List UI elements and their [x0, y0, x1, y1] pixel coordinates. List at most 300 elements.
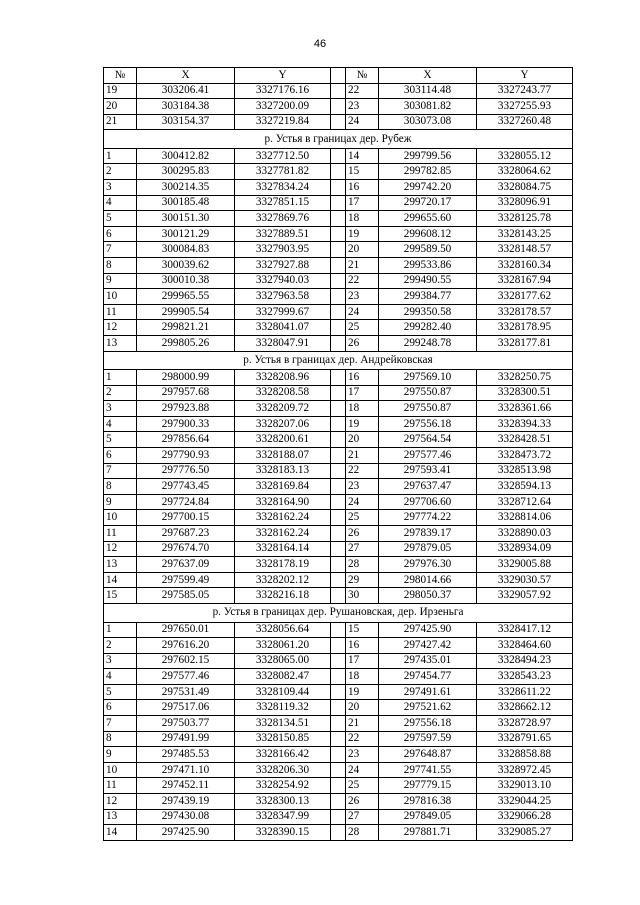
x-coordinate: 297517.06 — [137, 700, 235, 716]
table-row — [104, 448, 573, 464]
x-coordinate: 297849.05 — [379, 809, 477, 825]
y-coordinate: 3328143.25 — [477, 226, 573, 242]
x-coordinate: 298000.99 — [137, 370, 235, 386]
point-number: 9 — [104, 494, 137, 510]
point-number: 18 — [346, 669, 379, 685]
y-coordinate: 3328890.03 — [477, 526, 573, 542]
y-coordinate: 3328662.12 — [477, 700, 573, 716]
table-row — [104, 653, 573, 669]
section-title: р. Устья в границах дер. Рушановская, дер. Ирзеньга — [104, 604, 573, 623]
point-number: 21 — [346, 258, 379, 274]
x-coordinate: 297585.05 — [137, 588, 235, 604]
y-coordinate: 3328178.19 — [235, 557, 331, 573]
x-coordinate: 297648.87 — [379, 747, 477, 763]
x-coordinate: 297556.18 — [379, 716, 477, 732]
table-row — [104, 289, 573, 305]
y-coordinate: 3328177.81 — [477, 336, 573, 352]
column-separator — [331, 809, 346, 825]
y-coordinate: 3327869.76 — [235, 211, 331, 227]
y-coordinate: 3328125.78 — [477, 211, 573, 227]
point-number: 22 — [346, 83, 379, 99]
column-separator — [331, 684, 346, 700]
x-coordinate: 300214.35 — [137, 180, 235, 196]
point-number: 20 — [346, 242, 379, 258]
y-coordinate: 3329044.25 — [477, 794, 573, 810]
header-x-left: X — [137, 68, 235, 84]
y-coordinate: 3328208.96 — [235, 370, 331, 386]
header-number-left: № — [104, 68, 137, 84]
x-coordinate: 297724.84 — [137, 494, 235, 510]
point-number: 16 — [346, 370, 379, 386]
column-separator — [331, 510, 346, 526]
y-coordinate: 3328150.85 — [235, 731, 331, 747]
column-separator — [331, 794, 346, 810]
x-coordinate: 297776.50 — [137, 463, 235, 479]
y-coordinate: 3328178.57 — [477, 304, 573, 320]
x-coordinate: 297957.68 — [137, 385, 235, 401]
y-coordinate: 3328056.64 — [235, 622, 331, 638]
table-row — [104, 809, 573, 825]
point-number: 25 — [346, 778, 379, 794]
x-coordinate: 298014.66 — [379, 572, 477, 588]
table-row — [104, 148, 573, 164]
y-coordinate: 3327834.24 — [235, 180, 331, 196]
x-coordinate: 297616.20 — [137, 638, 235, 654]
y-coordinate: 3328162.24 — [235, 526, 331, 542]
x-coordinate: 297637.47 — [379, 479, 477, 495]
x-coordinate: 299589.50 — [379, 242, 477, 258]
y-coordinate: 3327219.84 — [235, 114, 331, 130]
point-number: 8 — [104, 479, 137, 495]
x-coordinate: 297521.62 — [379, 700, 477, 716]
point-number: 24 — [346, 762, 379, 778]
point-number: 28 — [346, 825, 379, 841]
section-title-row — [104, 351, 573, 370]
point-number: 3 — [104, 653, 137, 669]
y-coordinate: 3328082.47 — [235, 669, 331, 685]
point-number: 30 — [346, 588, 379, 604]
x-coordinate: 299282.40 — [379, 320, 477, 336]
point-number: 13 — [104, 557, 137, 573]
table-row — [104, 99, 573, 115]
y-coordinate: 3327260.48 — [477, 114, 573, 130]
point-number: 24 — [346, 494, 379, 510]
point-number: 16 — [346, 180, 379, 196]
y-coordinate: 3327781.82 — [235, 164, 331, 180]
section-title: р. Устья в границах дер. Рубеж — [104, 130, 573, 149]
column-separator — [331, 494, 346, 510]
point-number: 23 — [346, 99, 379, 115]
y-coordinate: 3328162.24 — [235, 510, 331, 526]
point-number: 19 — [346, 226, 379, 242]
column-separator — [331, 99, 346, 115]
point-number: 6 — [104, 226, 137, 242]
point-number: 7 — [104, 242, 137, 258]
column-separator — [331, 638, 346, 654]
point-number: 4 — [104, 669, 137, 685]
point-number: 27 — [346, 809, 379, 825]
y-coordinate: 3328594.13 — [477, 479, 573, 495]
point-number: 27 — [346, 541, 379, 557]
point-number: 4 — [104, 195, 137, 211]
column-separator — [331, 83, 346, 99]
column-separator — [331, 747, 346, 763]
table-row — [104, 273, 573, 289]
y-coordinate: 3328347.99 — [235, 809, 331, 825]
x-coordinate: 297790.93 — [137, 448, 235, 464]
point-number: 22 — [346, 731, 379, 747]
point-number: 26 — [346, 526, 379, 542]
column-separator — [331, 114, 346, 130]
y-coordinate: 3328065.00 — [235, 653, 331, 669]
table-row — [104, 432, 573, 448]
y-coordinate: 3328119.32 — [235, 700, 331, 716]
column-separator — [331, 541, 346, 557]
section-title: р. Устья в границах дер. Андрейковская — [104, 351, 573, 370]
column-separator — [331, 68, 346, 84]
y-coordinate: 3328543.23 — [477, 669, 573, 685]
point-number: 5 — [104, 684, 137, 700]
x-coordinate: 297856.64 — [137, 432, 235, 448]
table-row — [104, 572, 573, 588]
x-coordinate: 297779.15 — [379, 778, 477, 794]
x-coordinate: 297569.10 — [379, 370, 477, 386]
point-number: 17 — [346, 385, 379, 401]
point-number: 29 — [346, 572, 379, 588]
point-number: 26 — [346, 336, 379, 352]
point-number: 2 — [104, 385, 137, 401]
table-row — [104, 304, 573, 320]
y-coordinate: 3328934.09 — [477, 541, 573, 557]
x-coordinate: 297425.90 — [379, 622, 477, 638]
point-number: 10 — [104, 289, 137, 305]
header-x-right: X — [379, 68, 477, 84]
point-number: 15 — [346, 164, 379, 180]
column-separator — [331, 258, 346, 274]
x-coordinate: 297452.11 — [137, 778, 235, 794]
y-coordinate: 3328972.45 — [477, 762, 573, 778]
x-coordinate: 297741.55 — [379, 762, 477, 778]
y-coordinate: 3328188.07 — [235, 448, 331, 464]
point-number: 21 — [346, 448, 379, 464]
x-coordinate: 300084.83 — [137, 242, 235, 258]
x-coordinate: 299805.26 — [137, 336, 235, 352]
point-number: 12 — [104, 794, 137, 810]
x-coordinate: 297430.08 — [137, 809, 235, 825]
point-number: 13 — [104, 809, 137, 825]
x-coordinate: 303154.37 — [137, 114, 235, 130]
x-coordinate: 299782.85 — [379, 164, 477, 180]
y-coordinate: 3328814.06 — [477, 510, 573, 526]
y-coordinate: 3328183.13 — [235, 463, 331, 479]
y-coordinate: 3327999.67 — [235, 304, 331, 320]
y-coordinate: 3328208.58 — [235, 385, 331, 401]
y-coordinate: 3328390.15 — [235, 825, 331, 841]
y-coordinate: 3329005.88 — [477, 557, 573, 573]
x-coordinate: 303081.82 — [379, 99, 477, 115]
point-number: 1 — [104, 622, 137, 638]
point-number: 24 — [346, 304, 379, 320]
x-coordinate: 297637.09 — [137, 557, 235, 573]
point-number: 1 — [104, 148, 137, 164]
column-separator — [331, 180, 346, 196]
x-coordinate: 297503.77 — [137, 716, 235, 732]
table-row — [104, 164, 573, 180]
y-coordinate: 3328513.98 — [477, 463, 573, 479]
point-number: 20 — [346, 700, 379, 716]
y-coordinate: 3328164.14 — [235, 541, 331, 557]
point-number: 19 — [346, 684, 379, 700]
column-separator — [331, 385, 346, 401]
point-number: 13 — [104, 336, 137, 352]
point-number: 23 — [346, 479, 379, 495]
x-coordinate: 299490.55 — [379, 273, 477, 289]
point-number: 15 — [104, 588, 137, 604]
column-separator — [331, 273, 346, 289]
y-coordinate: 3327927.88 — [235, 258, 331, 274]
x-coordinate: 297597.59 — [379, 731, 477, 747]
column-separator — [331, 432, 346, 448]
column-separator — [331, 825, 346, 841]
table-row — [104, 226, 573, 242]
y-coordinate: 3328858.88 — [477, 747, 573, 763]
y-coordinate: 3328134.51 — [235, 716, 331, 732]
y-coordinate: 3328200.61 — [235, 432, 331, 448]
table-row — [104, 747, 573, 763]
y-coordinate: 3327712.50 — [235, 148, 331, 164]
y-coordinate: 3328178.95 — [477, 320, 573, 336]
column-separator — [331, 716, 346, 732]
y-coordinate: 3328494.23 — [477, 653, 573, 669]
y-coordinate: 3328728.97 — [477, 716, 573, 732]
column-separator — [331, 731, 346, 747]
y-coordinate: 3328300.51 — [477, 385, 573, 401]
table-row — [104, 526, 573, 542]
column-separator — [331, 242, 346, 258]
point-number: 5 — [104, 432, 137, 448]
column-separator — [331, 669, 346, 685]
column-separator — [331, 289, 346, 305]
header-number-right: № — [346, 68, 379, 84]
point-number: 19 — [104, 83, 137, 99]
point-number: 22 — [346, 463, 379, 479]
table-row — [104, 588, 573, 604]
x-coordinate: 297674.70 — [137, 541, 235, 557]
table-row — [104, 731, 573, 747]
y-coordinate: 3328473.72 — [477, 448, 573, 464]
y-coordinate: 3327889.51 — [235, 226, 331, 242]
y-coordinate: 3328047.91 — [235, 336, 331, 352]
x-coordinate: 297879.05 — [379, 541, 477, 557]
table-row — [104, 479, 573, 495]
point-number: 14 — [104, 572, 137, 588]
point-number: 14 — [346, 148, 379, 164]
x-coordinate: 297471.10 — [137, 762, 235, 778]
point-number: 6 — [104, 448, 137, 464]
table-row — [104, 463, 573, 479]
x-coordinate: 297593.41 — [379, 463, 477, 479]
x-coordinate: 303206.41 — [137, 83, 235, 99]
column-separator — [331, 557, 346, 573]
x-coordinate: 297706.60 — [379, 494, 477, 510]
point-number: 23 — [346, 289, 379, 305]
y-coordinate: 3329085.27 — [477, 825, 573, 841]
point-number: 24 — [346, 114, 379, 130]
y-coordinate: 3328202.12 — [235, 572, 331, 588]
x-coordinate: 299655.60 — [379, 211, 477, 227]
point-number: 11 — [104, 778, 137, 794]
y-coordinate: 3328361.66 — [477, 401, 573, 417]
x-coordinate: 299720.17 — [379, 195, 477, 211]
point-number: 20 — [104, 99, 137, 115]
point-number: 20 — [346, 432, 379, 448]
x-coordinate: 300295.83 — [137, 164, 235, 180]
point-number: 14 — [104, 825, 137, 841]
column-separator — [331, 226, 346, 242]
x-coordinate: 297427.42 — [379, 638, 477, 654]
x-coordinate: 303114.48 — [379, 83, 477, 99]
y-coordinate: 3328160.34 — [477, 258, 573, 274]
y-coordinate: 3328177.62 — [477, 289, 573, 305]
y-coordinate: 3328394.33 — [477, 416, 573, 432]
point-number: 3 — [104, 180, 137, 196]
table-row — [104, 494, 573, 510]
point-number: 8 — [104, 258, 137, 274]
table-row — [104, 180, 573, 196]
column-separator — [331, 588, 346, 604]
y-coordinate: 3328164.90 — [235, 494, 331, 510]
column-separator — [331, 370, 346, 386]
x-coordinate: 299905.54 — [137, 304, 235, 320]
point-number: 6 — [104, 700, 137, 716]
x-coordinate: 297743.45 — [137, 479, 235, 495]
point-number: 5 — [104, 211, 137, 227]
point-number: 2 — [104, 164, 137, 180]
y-coordinate: 3328428.51 — [477, 432, 573, 448]
column-separator — [331, 336, 346, 352]
column-separator — [331, 164, 346, 180]
table-row — [104, 638, 573, 654]
x-coordinate: 299608.12 — [379, 226, 477, 242]
point-number: 11 — [104, 304, 137, 320]
column-separator — [331, 416, 346, 432]
x-coordinate: 300121.29 — [137, 226, 235, 242]
y-coordinate: 3328041.07 — [235, 320, 331, 336]
y-coordinate: 3328209.72 — [235, 401, 331, 417]
table-row — [104, 510, 573, 526]
y-coordinate: 3328064.62 — [477, 164, 573, 180]
column-separator — [331, 304, 346, 320]
point-number: 23 — [346, 747, 379, 763]
point-number: 19 — [346, 416, 379, 432]
table-row — [104, 700, 573, 716]
x-coordinate: 300412.82 — [137, 148, 235, 164]
table-row — [104, 242, 573, 258]
point-number: 21 — [346, 716, 379, 732]
x-coordinate: 297491.61 — [379, 684, 477, 700]
table-row — [104, 211, 573, 227]
x-coordinate: 297550.87 — [379, 401, 477, 417]
x-coordinate: 297602.15 — [137, 653, 235, 669]
point-number: 7 — [104, 463, 137, 479]
table-row — [104, 669, 573, 685]
x-coordinate: 297774.22 — [379, 510, 477, 526]
table-row — [104, 114, 573, 130]
x-coordinate: 297976.30 — [379, 557, 477, 573]
table-row — [104, 684, 573, 700]
point-number: 28 — [346, 557, 379, 573]
point-number: 18 — [346, 211, 379, 227]
point-number: 8 — [104, 731, 137, 747]
column-separator — [331, 762, 346, 778]
coordinates-table — [103, 67, 573, 841]
x-coordinate: 297816.38 — [379, 794, 477, 810]
table-row — [104, 83, 573, 99]
point-number: 25 — [346, 510, 379, 526]
header-y-left: Y — [235, 68, 331, 84]
table-row — [104, 825, 573, 841]
y-coordinate: 3328712.64 — [477, 494, 573, 510]
y-coordinate: 3328611.22 — [477, 684, 573, 700]
y-coordinate: 3328300.13 — [235, 794, 331, 810]
table-row — [104, 401, 573, 417]
table-row — [104, 622, 573, 638]
x-coordinate: 297650.01 — [137, 622, 235, 638]
x-coordinate: 297454.77 — [379, 669, 477, 685]
column-separator — [331, 463, 346, 479]
point-number: 2 — [104, 638, 137, 654]
y-coordinate: 3329030.57 — [477, 572, 573, 588]
point-number: 9 — [104, 273, 137, 289]
point-number: 17 — [346, 653, 379, 669]
table-row — [104, 778, 573, 794]
table-row — [104, 541, 573, 557]
y-coordinate: 3328055.12 — [477, 148, 573, 164]
x-coordinate: 297687.23 — [137, 526, 235, 542]
table-row — [104, 385, 573, 401]
table-row — [104, 320, 573, 336]
y-coordinate: 3328061.20 — [235, 638, 331, 654]
section-title-row — [104, 130, 573, 149]
x-coordinate: 300185.48 — [137, 195, 235, 211]
header-y-right: Y — [477, 68, 573, 84]
x-coordinate: 299799.56 — [379, 148, 477, 164]
y-coordinate: 3328084.75 — [477, 180, 573, 196]
y-coordinate: 3328167.94 — [477, 273, 573, 289]
x-coordinate: 299248.78 — [379, 336, 477, 352]
column-separator — [331, 700, 346, 716]
table-row — [104, 370, 573, 386]
y-coordinate: 3327255.93 — [477, 99, 573, 115]
y-coordinate: 3329057.92 — [477, 588, 573, 604]
column-separator — [331, 320, 346, 336]
column-separator — [331, 195, 346, 211]
section-title-row — [104, 604, 573, 623]
y-coordinate: 3328250.75 — [477, 370, 573, 386]
y-coordinate: 3327963.58 — [235, 289, 331, 305]
column-separator — [331, 653, 346, 669]
y-coordinate: 3327200.09 — [235, 99, 331, 115]
point-number: 11 — [104, 526, 137, 542]
x-coordinate: 299742.20 — [379, 180, 477, 196]
point-number: 25 — [346, 320, 379, 336]
x-coordinate: 297599.49 — [137, 572, 235, 588]
column-separator — [331, 622, 346, 638]
x-coordinate: 297881.71 — [379, 825, 477, 841]
point-number: 18 — [346, 401, 379, 417]
x-coordinate: 299821.21 — [137, 320, 235, 336]
table-row — [104, 258, 573, 274]
